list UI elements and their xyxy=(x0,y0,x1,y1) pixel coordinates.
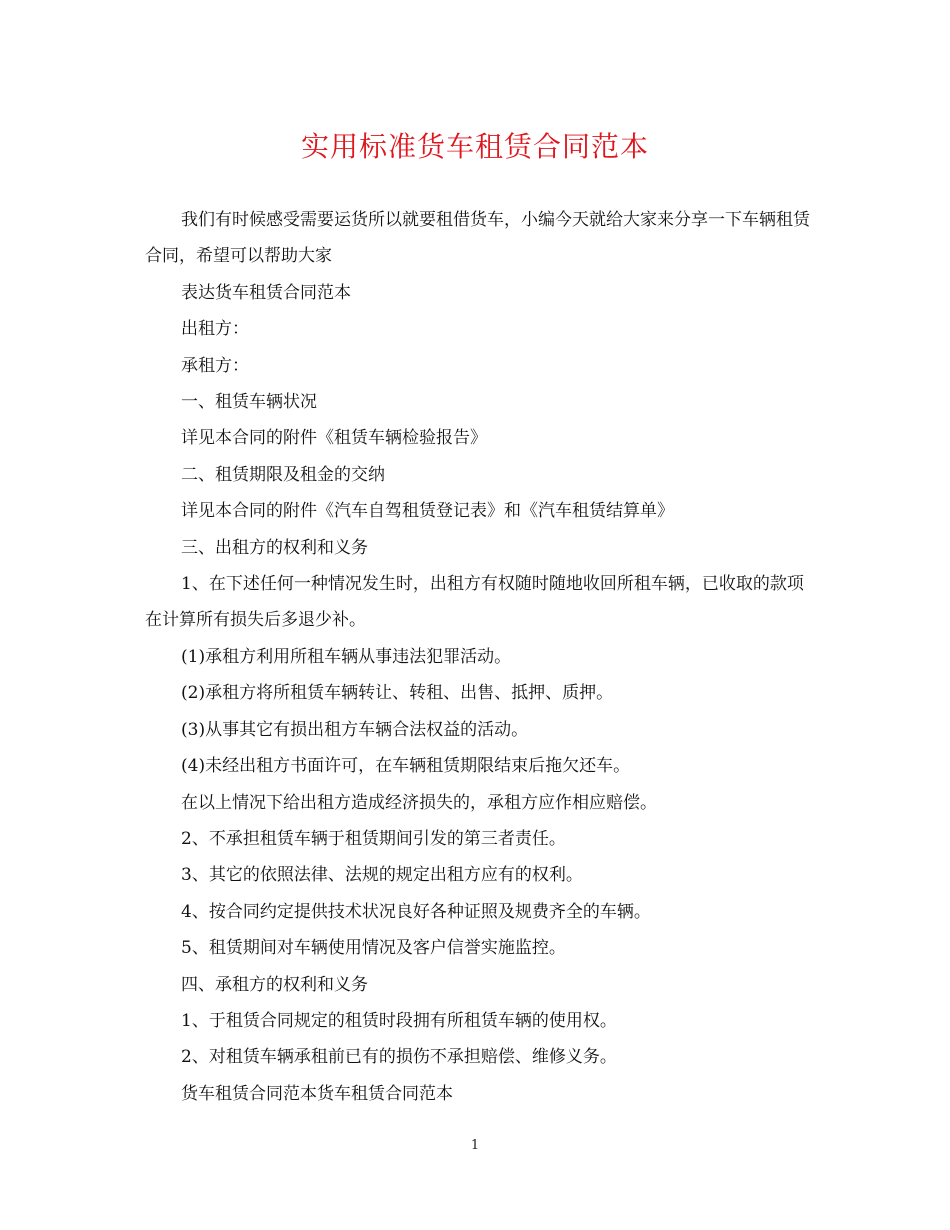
paragraph: 5、租赁期间对车辆使用情况及客户信誉实施监控。 xyxy=(181,938,566,959)
paragraph: 在以上情况下给出租方造成经济损失的，承租方应作相应赔偿。 xyxy=(181,792,657,813)
paragraph: 货车租赁合同范本货车租赁合同范本 xyxy=(181,1083,453,1104)
paragraph: 承租方： xyxy=(181,355,249,376)
section-heading: 三、出租方的权利和义务 xyxy=(181,537,368,558)
paragraph: 详见本合同的附件《汽车自驾租赁登记表》和《汽车租赁结算单》 xyxy=(181,501,674,522)
page-number: 1 xyxy=(470,1138,480,1153)
paragraph: 详见本合同的附件《租赁车辆检验报告》 xyxy=(181,428,487,449)
paragraph: 2、对租赁车辆承租前已有的损伤不承担赔偿、维修义务。 xyxy=(181,1047,617,1068)
section-heading: 一、租赁车辆状况 xyxy=(181,392,317,413)
paragraph: 1、于租赁合同规定的租赁时段拥有所租赁车辆的使用权。 xyxy=(181,1010,617,1031)
section-heading: 四、承租方的权利和义务 xyxy=(181,974,368,995)
section-heading: 二、租赁期限及租金的交纳 xyxy=(181,464,385,485)
paragraph: 1、在下述任何一种情况发生时，出租方有权随时随地收回所租车辆，已收取的款项在计算所有损失后多退少补。 xyxy=(145,574,804,631)
paragraph: 表达货车租赁合同范本 xyxy=(181,282,351,303)
document-body xyxy=(145,202,810,1112)
list-item: (3)从事其它有损出租方车辆合法权益的活动。 xyxy=(181,719,529,740)
paragraph: 4、按合同约定提供技术状况良好各种证照及规费齐全的车辆。 xyxy=(181,901,651,922)
paragraph: 2、不承担租赁车辆于租赁期间引发的第三者责任。 xyxy=(181,828,566,849)
list-item: (1)承租方利用所租车辆从事违法犯罪活动。 xyxy=(181,646,512,667)
list-item: (4)未经出租方书面许可，在车辆租赁期限结束后拖欠还车。 xyxy=(181,756,631,777)
list-item: (2)承租方将所租赁车辆转让、转租、出售、抵押、质押。 xyxy=(181,683,614,704)
paragraph: 3、其它的依照法律、法规的规定出租方应有的权利。 xyxy=(181,865,583,886)
paragraph: 出租方： xyxy=(181,319,249,340)
document-title: 实用标准货车租赁合同范本 xyxy=(300,130,649,163)
paragraph: 我们有时候感受需要运货所以就要租借货车，小编今天就给大家来分享一下车辆租赁合同，希望可以帮助大家 xyxy=(145,210,810,267)
